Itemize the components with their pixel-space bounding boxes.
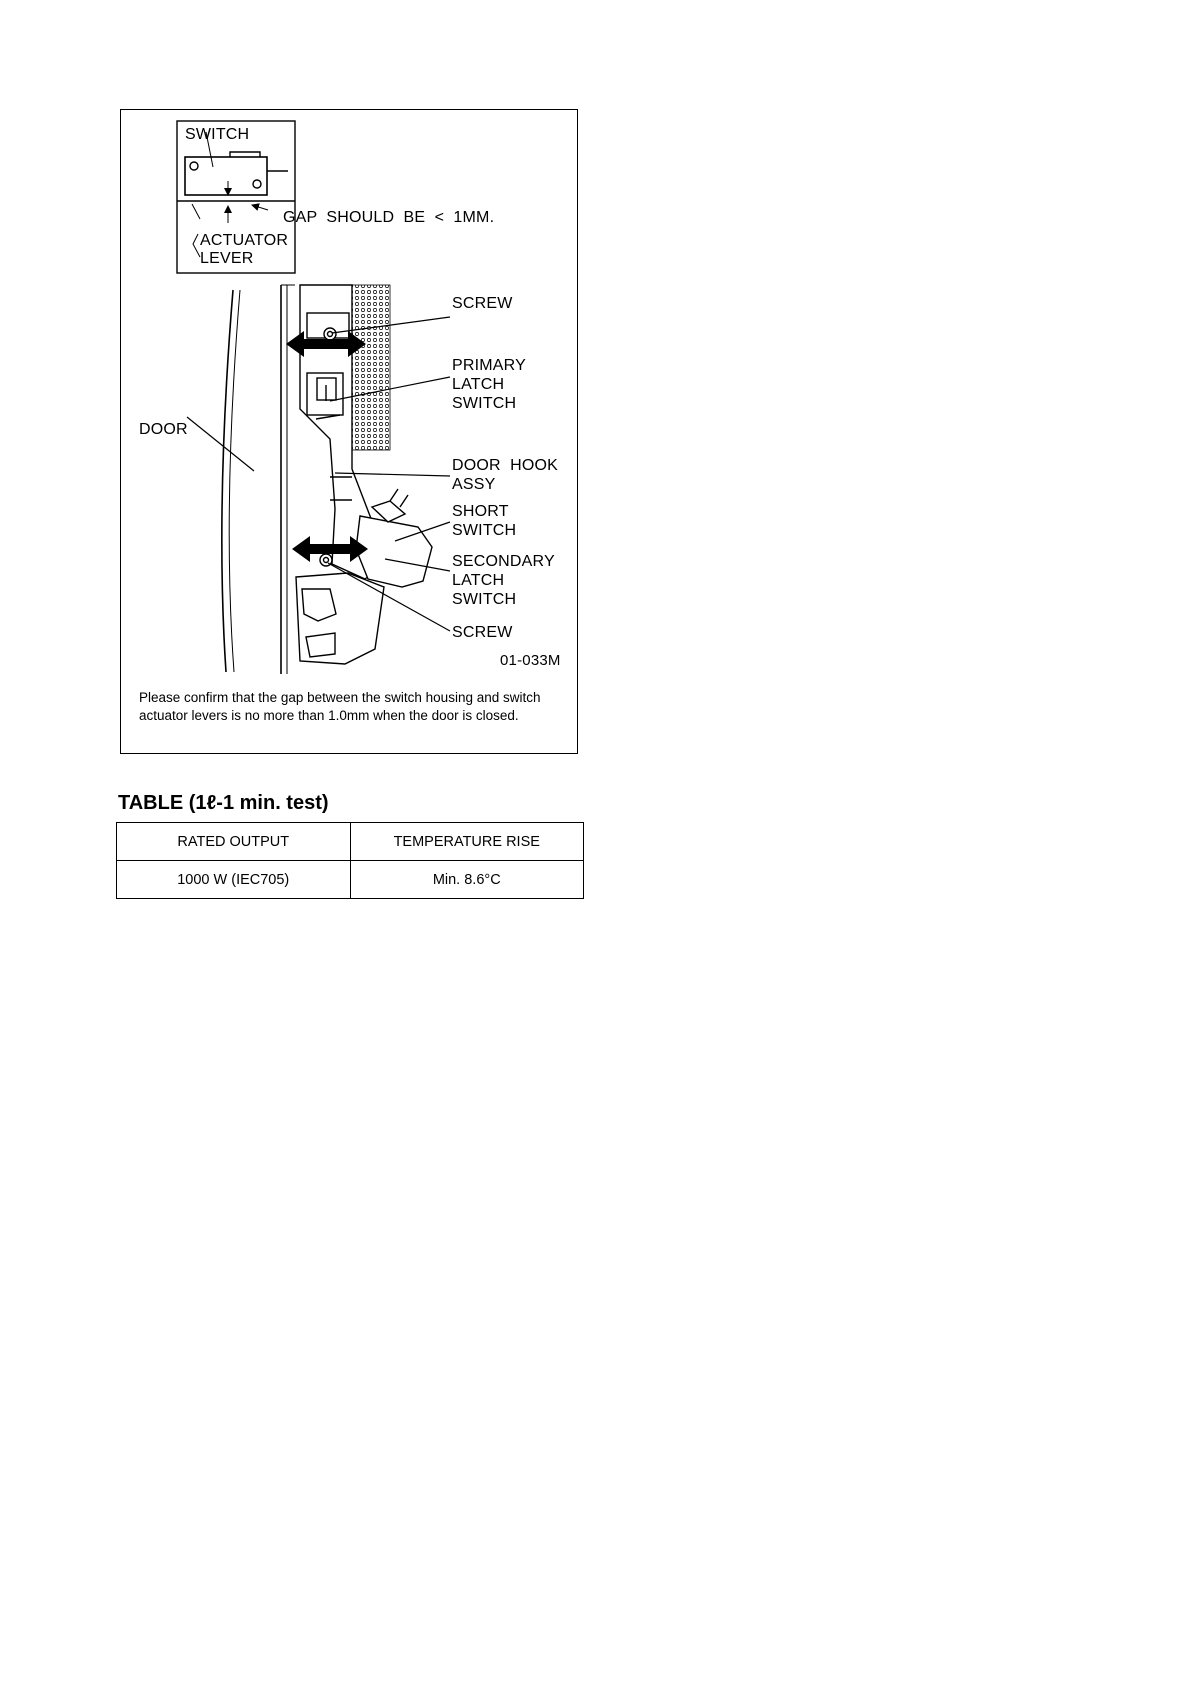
table-row [117,861,584,899]
cell-rated-output: 1000 W (IEC705) [117,861,351,899]
table-title: TABLE (1ℓ-1 min. test) [118,792,329,814]
screw-top-label: SCREW [452,295,513,312]
header-rated-output: RATED OUTPUT [117,823,351,861]
figure-caption: Please confirm that the gap between the switch housing and switch actuator levers is no more than 1.0mm when the door is closed. [139,690,541,723]
short-switch-label: SHORT SWITCH [452,503,517,539]
door-hook-assy-label: DOOR HOOK ASSY [452,457,559,493]
lever-label: LEVER [200,250,254,267]
actuator-label: ACTUATOR [200,232,289,249]
door-label: DOOR [139,421,188,438]
header-temperature-rise: TEMPERATURE RISE [350,823,584,861]
table-header-row [117,823,584,861]
figure-id: 01-033M [500,652,561,669]
switch-label: SWITCH [185,126,250,143]
spec-table [116,822,584,899]
cell-temperature-rise: Min. 8.6°C [350,861,584,899]
secondary-latch-switch-label: SECONDARY LATCH SWITCH [452,553,555,608]
screw-bottom-label: SCREW [452,624,513,641]
gap-label: GAP SHOULD BE < 1MM. [283,209,495,226]
primary-latch-switch-label: PRIMARY LATCH SWITCH [452,357,527,412]
door-panel [222,285,295,674]
